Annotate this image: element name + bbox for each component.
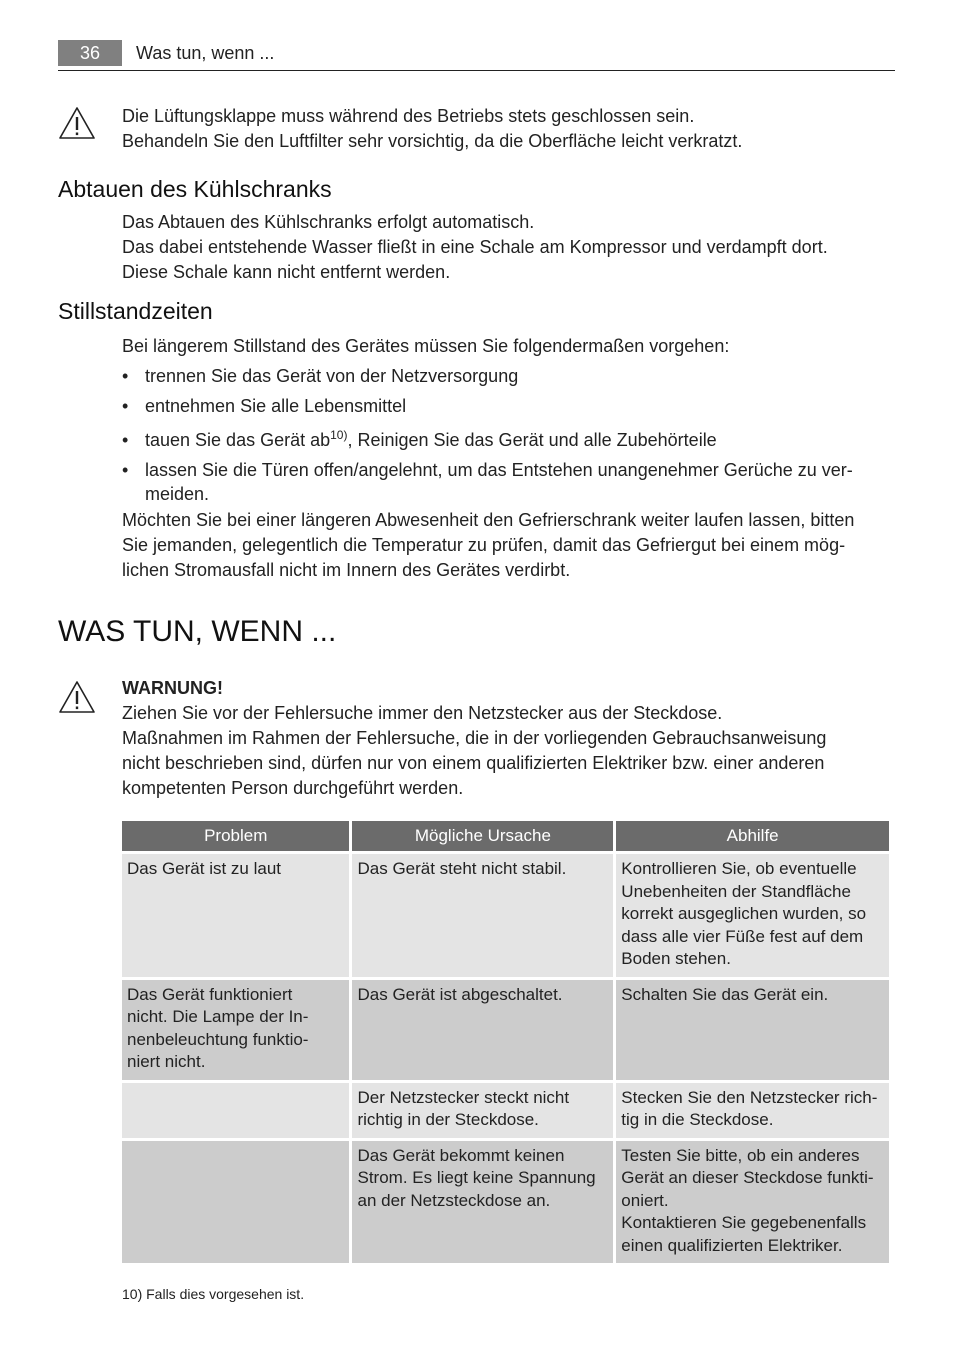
- abtauen-text: [122, 210, 894, 285]
- closing-line: lichen Stromausfall nicht im Innern des Gerätes verdirbt.: [122, 560, 571, 580]
- list-item-text: lassen Sie die Türen offen/angelehnt, um das Entstehen unangenehmer Gerüche zu ver-: [145, 460, 853, 480]
- footnote-ref: 10): [330, 428, 348, 442]
- cell-line: Gerät an dieser Steckdose funkti-: [621, 1168, 874, 1187]
- cause-cell: [352, 980, 613, 1080]
- list-item-text: , Reinigen Sie das Gerät und alle Zubehörteile: [347, 430, 717, 450]
- cell-line: niert nicht.: [127, 1052, 206, 1071]
- intro-warning-text: [122, 104, 894, 154]
- stillstand-intro-text: Bei längerem Stillstand des Gerätes müssen Sie folgendermaßen vorgehen:: [122, 336, 730, 356]
- abtauen-line: Das dabei entstehende Wasser fließt in eine Schale am Kompressor und verdampft dort.: [122, 237, 828, 257]
- cell-line: Das Gerät steht nicht stabil.: [357, 859, 567, 878]
- table-row: [122, 854, 889, 977]
- cell-line: nenbeleuchtung funktio-: [127, 1029, 309, 1049]
- bullet-icon: •: [122, 430, 129, 450]
- cell-line: Kontrollieren Sie, ob eventuelle: [621, 859, 857, 878]
- problem-cell: [122, 1083, 349, 1138]
- warning-line: Ziehen Sie vor der Fehlersuche immer den Netzstecker aus der Steckdose.: [122, 703, 723, 723]
- remedy-cell: [616, 1083, 889, 1138]
- cell-line: Stecken Sie den Netzstecker rich-: [621, 1087, 878, 1107]
- abtauen-line: Das Abtauen des Kühlschranks erfolgt automatisch.: [122, 212, 535, 232]
- problem-cell: [122, 980, 349, 1080]
- column-header-cause: Mögliche Ursache: [352, 821, 613, 851]
- cell-line: dass alle vier Füße fest auf dem: [621, 926, 864, 946]
- cause-cell: [352, 1141, 613, 1264]
- problem-cell: [122, 1141, 349, 1264]
- cell-line: richtig in der Steckdose.: [357, 1110, 539, 1129]
- cell-line: tig in die Steckdose.: [621, 1110, 774, 1129]
- cell-line: Testen Sie bitte, ob ein anderes: [621, 1145, 860, 1165]
- problem-cell: [122, 854, 349, 977]
- remedy-cell: [616, 1141, 889, 1264]
- table-row: [122, 980, 889, 1080]
- page-number: 36: [58, 40, 122, 66]
- abtauen-line: Diese Schale kann nicht entfernt werden.: [122, 262, 451, 282]
- warning-title: WARNUNG!: [122, 678, 223, 698]
- cell-line: Das Gerät ist abgeschaltet.: [357, 984, 563, 1004]
- cell-line: Das Gerät ist zu laut: [127, 859, 282, 878]
- list-item: [122, 364, 894, 388]
- list-item-text: trennen Sie das Gerät von der Netzversorgung: [145, 366, 519, 386]
- warning-block: [122, 676, 894, 801]
- cell-line: Unebenheiten der Standfläche: [621, 881, 851, 901]
- cause-cell: [352, 1083, 613, 1138]
- stillstand-intro: [122, 334, 894, 359]
- page-header: [58, 40, 895, 71]
- table-row: [122, 1083, 889, 1138]
- footnote: 10) Falls dies vorgesehen ist.: [122, 1286, 305, 1302]
- cell-line: Schalten Sie das Gerät ein.: [621, 984, 829, 1004]
- intro-warning-line: Behandeln Sie den Luftfilter sehr vorsichtig, da die Oberfläche leicht verkratzt.: [122, 131, 743, 151]
- bullet-icon: •: [122, 460, 129, 480]
- cell-line: Das Gerät funktioniert: [127, 984, 293, 1004]
- stillstand-bullet-list: [122, 364, 894, 512]
- column-header-remedy: Abhilfe: [616, 821, 889, 851]
- table-header-row: [122, 821, 889, 851]
- list-item: [122, 428, 894, 452]
- stillstand-closing: [122, 508, 894, 583]
- cell-line: einen qualifizierten Elektriker.: [621, 1235, 843, 1255]
- warning-triangle-icon: [58, 106, 96, 140]
- warning-line: Maßnahmen im Rahmen der Fehlersuche, die in der vorliegenden Gebrauchsanweisung: [122, 728, 827, 748]
- remedy-cell: [616, 854, 889, 977]
- cell-line: Kontaktieren Sie gegebenenfalls: [621, 1213, 867, 1232]
- cause-cell: [352, 854, 613, 977]
- list-item-text: entnehmen Sie alle Lebensmittel: [145, 396, 407, 416]
- cell-line: an der Netzsteckdose an.: [357, 1190, 551, 1210]
- closing-line: Möchten Sie bei einer längeren Abwesenheit den Gefrierschrank weiter laufen lassen, bitten: [122, 510, 855, 530]
- column-header-problem: Problem: [122, 821, 349, 851]
- chapter-title: WAS TUN, WENN ...: [58, 615, 337, 648]
- cell-line: Strom. Es liegt keine Spannung: [357, 1168, 596, 1187]
- warning-line: kompetenten Person durchgeführt werden.: [122, 778, 464, 798]
- intro-warning-line: Die Lüftungsklappe muss während des Betriebs stets geschlossen sein.: [122, 106, 695, 126]
- troubleshooting-table: [119, 818, 892, 1266]
- cell-line: Das Gerät bekommt keinen: [357, 1145, 565, 1165]
- bullet-icon: •: [122, 366, 129, 386]
- closing-line: Sie jemanden, gelegentlich die Temperatur zu prüfen, damit das Gefriergut bei einem mög-: [122, 535, 846, 555]
- list-item-text: meiden.: [145, 484, 210, 504]
- section-heading-stillstand: Stillstandzeiten: [58, 298, 213, 324]
- table-row: [122, 1141, 889, 1264]
- cell-line: Der Netzstecker steckt nicht: [357, 1087, 570, 1107]
- warning-triangle-icon: [58, 680, 96, 714]
- running-title: Was tun, wenn ...: [136, 43, 275, 63]
- cell-line: oniert.: [621, 1190, 669, 1210]
- list-item: [122, 394, 894, 418]
- list-item-text: tauen Sie das Gerät ab: [145, 430, 331, 450]
- list-item: [122, 458, 894, 506]
- remedy-cell: [616, 980, 889, 1080]
- section-heading-abtauen: Abtauen des Kühlschranks: [58, 176, 332, 202]
- warning-line: nicht beschrieben sind, dürfen nur von einem qualifizierten Elektriker bzw. einer anderen: [122, 753, 825, 773]
- cell-line: Boden stehen.: [621, 949, 731, 968]
- bullet-icon: •: [122, 396, 129, 416]
- cell-line: nicht. Die Lampe der In-: [127, 1007, 309, 1026]
- cell-line: korrekt ausgeglichen wurden, so: [621, 904, 867, 923]
